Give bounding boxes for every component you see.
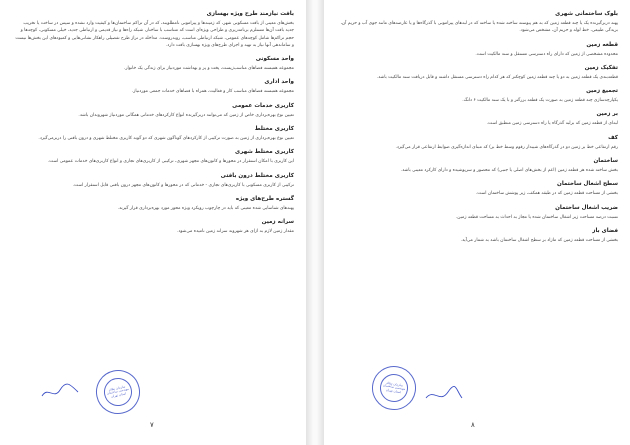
section-text: مجموعه همبسته فضاهای مناسب‌زیست، پخت و پز و بهداشت موردنیاز برای زندگی یک خانوار. xyxy=(123,66,294,72)
signature-mark xyxy=(40,382,80,402)
section-text: مقدار زمین لازم به ازای هر شهروند سرانه زمین نامیده می‌شود. xyxy=(177,229,294,235)
definition-section xyxy=(338,64,618,81)
definition-section xyxy=(338,41,618,58)
section-title: قطعه زمین xyxy=(586,41,618,48)
section-text: بخشی از مساحت قطعه زمین که مازاد بر سطح اشغال ساختمان باشد به شمار می‌آید. xyxy=(460,237,618,243)
section-text: پهنه‌های شناسایی شده معینی که باید در چارچوب رویکرد ویژه محور مورد بهره‌برداری قرار گیرند. xyxy=(117,205,294,211)
definition-section xyxy=(14,10,294,49)
left-page xyxy=(0,0,306,445)
book-gutter xyxy=(306,0,324,445)
official-stamp xyxy=(369,363,420,414)
definition-section xyxy=(14,218,294,235)
stamp-text: سازمان نظام مهندسی ساختمان استان تهران xyxy=(106,384,130,399)
section-title: واحد اداری xyxy=(264,79,294,86)
section-title: کاربری مختلط xyxy=(254,126,294,133)
section-title: بر زمین xyxy=(596,111,618,118)
definition-section xyxy=(338,134,618,151)
section-title: کاربری مختلط شهری xyxy=(234,149,294,156)
definition-section xyxy=(14,55,294,72)
section-title: ساختمان xyxy=(593,158,618,165)
definition-section xyxy=(14,195,294,212)
definition-section xyxy=(338,157,618,174)
section-title: کاربری خدمات عمومی xyxy=(232,102,294,109)
section-title: واحد مسکونی xyxy=(255,56,294,63)
section-title: گستره طرح‌های ویژه xyxy=(235,195,294,202)
section-text: رقم ارتفاعی خط بر زمین دو در گذرگاه‌های شیبدار رقوم وسط خط بر) که مبنای اندازه‌گیری ضوابط ارتفاعی قرار می‌گیرد. xyxy=(395,144,618,150)
section-text: تعیین نوع بهره‌برداری از زمین به صورت ترکیبی از کارکردهای گوناگون شهری که دو گونه کاربری مختلط شهری و درون بافتی را دربرمی‌گیرد. xyxy=(38,136,294,142)
section-text: محدوده مشخصی از زمین که دارای راه دسترسی مستقل و سند مالکیت است. xyxy=(475,51,618,57)
section-title: ضریب اشغال ساختمان xyxy=(555,204,618,211)
section-text: تعیین نوع بهره‌برداری خاص از زمین که می‌توانند دربرگیرنده انواع کارکردهای خدماتی همگانی موردنیاز شهروندان باشد. xyxy=(78,112,294,118)
definition-section xyxy=(338,110,618,127)
section-title: بافت نیازمند طرح ویژه بهسازی xyxy=(206,11,294,17)
section-title: سرانه زمین xyxy=(261,219,294,226)
section-text: بخش‌های معینی از بافت مسکونی شهر، که زمینه‌ها و پیرامونی نامطلوبند، که در آن تراکم ساختمان‌ها و کیفیت وارد نشده و سپس در ساخت یا تخریب جدید بافت آن‌ها مستلزم برنامه‌ریزی و طراحی ویژه‌ای است که متناسب با ساختار، شبکه راه‌ها و نیاز قدیمی و ارتباطی جدید، خیلی مسکونی، کوچه‌ها و حجم تراکم‌ها شامل کوچه‌های عمومی، شبکه ارتباطی مناسب، روبه‌روست. مداخله در تراز طرح تفصیلی راهکار نشانی‌هایی و کمبودهای این بخش‌ها نیست و ساماندهی آنها نیاز به تهیه و اجرای طرح‌های ویژه بهسازی بافت دارد. xyxy=(15,21,294,48)
section-text: مجموعه همبسته فضاهای مناسب کار و فعالیت، همراه با فضاهای خدمات جمعی موردنیاز. xyxy=(131,89,294,95)
definition-section xyxy=(14,148,294,165)
section-title: بلوک ساختمانی شهری xyxy=(555,11,618,17)
section-title: کف xyxy=(608,134,618,141)
section-title: کاربری مختلط درون بافتی xyxy=(220,172,294,179)
right-page xyxy=(324,0,630,445)
definition-section xyxy=(14,172,294,189)
page-number: ۷ xyxy=(150,421,154,429)
definition-section xyxy=(338,204,618,221)
signature-mark xyxy=(424,386,464,406)
definition-section xyxy=(338,87,618,104)
definition-section xyxy=(338,10,618,35)
section-text: یکپارچه‌سازی چند قطعه زمین به صورت یک قطعه بزرگتر و با یک سند مالکیت ۶ دانگ. xyxy=(462,98,618,104)
section-title: فضای باز xyxy=(592,227,618,234)
definition-section xyxy=(14,125,294,142)
left-page-sections xyxy=(14,10,294,236)
section-text: لبه‌ای از قطعه زمین که برلبه گذرگاه یا راه دسترسی زمین منطبق است. xyxy=(486,121,618,127)
section-text: نسبت درصد مساحت زیر اشغال ساختمان شده یا مجاز به احداث به مساحت قطعه زمین. xyxy=(455,214,618,220)
definition-section xyxy=(338,180,618,197)
official-stamp xyxy=(92,366,144,418)
section-text: ترکیبی از کاربری مسکونی با کاربری‌های تجاری - خدماتی که در محورها و کانون‌های مجهز درون بافتی قابل استقرار است. xyxy=(72,182,294,188)
section-text: این کاربری با امکان استقرار در محورها و کانون‌های مجهز شهری، ترکیبی از کاربری‌های تجاری و انواع کاربری‌های خدمات عمومی است. xyxy=(47,159,294,165)
definition-section xyxy=(14,78,294,95)
definition-section xyxy=(14,102,294,119)
section-text: بخشی از مساحت قطعه زمین که در طبقه همکف، زیر پوشش ساختمان است. xyxy=(475,191,618,197)
stamp-text: سازمان نظام مهندسی ساختمان استان تهران xyxy=(382,380,406,395)
section-title: سطح اشغال ساختمان xyxy=(557,181,618,188)
definition-section xyxy=(338,227,618,244)
page-number: ۸ xyxy=(471,421,475,429)
section-text: بخش ساخته شده هر قطعه زمین (اعم از بخش‌های اصلی یا جنبی) که محصور و سرپوشیده و دارای کارکرد معینی باشد. xyxy=(400,168,618,174)
section-title: تجمیع زمین xyxy=(586,88,618,95)
section-text: قطعه‌بندی یک قطعه زمین به دو یا چند قطعه زمین کوچکتر که هر کدام راه دسترسی مستقل داشته و قابل دریافت سند مالکیت باشد. xyxy=(376,74,618,80)
section-text: پهنه دربرگیرنده یک یا چند قطعه زمین که به هم پیوسته ساخته شده یا ساخته که در لبه‌های پیرامونی با گذرگاه‌ها و یا عارضه‌های مانند جوی آب و حریم آن، بریدگی طبیعی، خط لوله و حریم آن، مشخص می‌شود. xyxy=(340,21,618,34)
right-page-sections xyxy=(338,10,618,244)
section-title: تفکیک زمین xyxy=(584,64,618,71)
